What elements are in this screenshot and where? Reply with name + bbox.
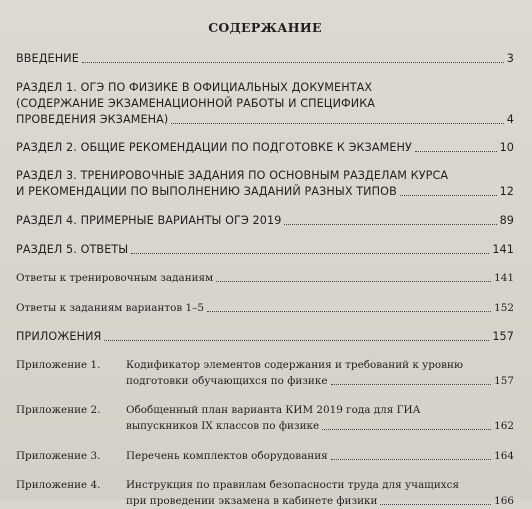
- toc-entry-text: РАЗДЕЛ 3. ТРЕНИРОВОЧНЫЕ ЗАДАНИЯ ПО ОСНОВНЫМ РАЗДЕЛАМ КУРСА: [16, 169, 449, 182]
- appendix-number: Приложение 3.: [16, 450, 101, 462]
- appendix-number: Приложение 1.: [16, 359, 101, 371]
- toc-entry-text: Перечень комплектов оборудования: [126, 450, 328, 462]
- page-number: 157: [494, 375, 514, 387]
- dot-leader: [82, 62, 504, 63]
- toc-entry-text: И РЕКОМЕНДАЦИИ ПО ВЫПОЛНЕНИЮ ЗАДАНИЙ РАЗНЫХ ТИПОВ: [16, 185, 397, 198]
- toc-entry-text: Ответы к тренировочным заданиям: [16, 272, 214, 284]
- toc-title: СОДЕРЖАНИЕ: [208, 20, 322, 35]
- toc-entry-text: подготовки обучающихся по физике: [126, 375, 328, 387]
- page-number: 141: [494, 272, 514, 284]
- toc-entry-text: ВВЕДЕНИЕ: [16, 52, 79, 65]
- page-number: 164: [494, 450, 514, 462]
- dot-leader: [284, 224, 496, 225]
- dot-leader: [400, 195, 497, 196]
- dot-leader: [171, 123, 503, 124]
- toc-entry-appendix-4[interactable]: [16, 477, 514, 509]
- toc-entry-answers-training[interactable]: [16, 270, 514, 286]
- toc-entry-text: РАЗДЕЛ 1. ОГЭ ПО ФИЗИКЕ В ОФИЦИАЛЬНЫХ ДОКУМЕНТАХ: [16, 81, 373, 94]
- dot-leader: [380, 504, 491, 505]
- page-number: 3: [506, 52, 514, 65]
- dot-leader: [207, 311, 491, 312]
- toc-entry-appendices[interactable]: [16, 329, 514, 345]
- toc-entry-answers-variants[interactable]: [16, 300, 514, 316]
- toc-entry-appendix-1[interactable]: [16, 357, 514, 389]
- toc-entry-text: при проведении экзамена в кабинете физики: [126, 495, 378, 507]
- appendix-number: Приложение 2.: [16, 404, 101, 416]
- toc-entry-introduction[interactable]: [16, 51, 514, 67]
- toc-entry-text: РАЗДЕЛ 4. ПРИМЕРНЫЕ ВАРИАНТЫ ОГЭ 2019: [16, 214, 282, 227]
- toc-entry-text: ПРИЛОЖЕНИЯ: [16, 330, 102, 343]
- toc-entry-text: Обобщенный план варианта КИМ 2019 года для ГИА: [126, 404, 421, 416]
- toc-entry-text: ПРОВЕДЕНИЯ ЭКЗАМЕНА): [16, 113, 169, 126]
- page-number: 166: [494, 495, 514, 507]
- page-number: 10: [499, 141, 514, 154]
- dot-leader: [415, 151, 497, 152]
- toc-entry-text: Инструкция по правилам безопасности труда для учащихся: [126, 479, 459, 491]
- toc-entry-section-4[interactable]: [16, 213, 514, 229]
- toc-entry-section-3[interactable]: [16, 168, 514, 200]
- dot-leader: [331, 384, 492, 385]
- appendix-number: Приложение 4.: [16, 479, 101, 491]
- page-number: 141: [492, 243, 514, 256]
- toc-entry-text: Кодификатор элементов содержания и требований к уровню: [126, 359, 463, 371]
- page-number: 157: [492, 330, 514, 343]
- toc-entry-section-5[interactable]: [16, 242, 514, 258]
- toc-entry-text: Ответы к заданиям вариантов 1–5: [16, 302, 204, 314]
- dot-leader: [131, 253, 489, 254]
- page-number: 4: [506, 113, 514, 126]
- page-number: 152: [494, 302, 514, 314]
- toc-entry-section-2[interactable]: [16, 140, 514, 156]
- dot-leader: [322, 429, 491, 430]
- page-number: 89: [499, 214, 514, 227]
- dot-leader: [216, 281, 491, 282]
- toc-entry-text: выпускников IX классов по физике: [126, 420, 320, 432]
- toc-entry-text: РАЗДЕЛ 2. ОБЩИЕ РЕКОМЕНДАЦИИ ПО ПОДГОТОВКЕ К ЭКЗАМЕНУ: [16, 141, 412, 154]
- dot-leader: [331, 459, 491, 460]
- toc-entry-text: (СОДЕРЖАНИЕ ЭКЗАМЕНАЦИОННОЙ РАБОТЫ И СПЕЦИФИКА: [16, 97, 376, 110]
- page-number: 12: [499, 185, 514, 198]
- toc-entry-text: РАЗДЕЛ 5. ОТВЕТЫ: [16, 243, 129, 256]
- dot-leader: [104, 340, 489, 341]
- toc-entry-section-1[interactable]: [16, 80, 514, 128]
- page-number: 162: [494, 420, 514, 432]
- toc-entry-appendix-2[interactable]: [16, 402, 514, 434]
- toc-entry-appendix-3[interactable]: [16, 448, 514, 464]
